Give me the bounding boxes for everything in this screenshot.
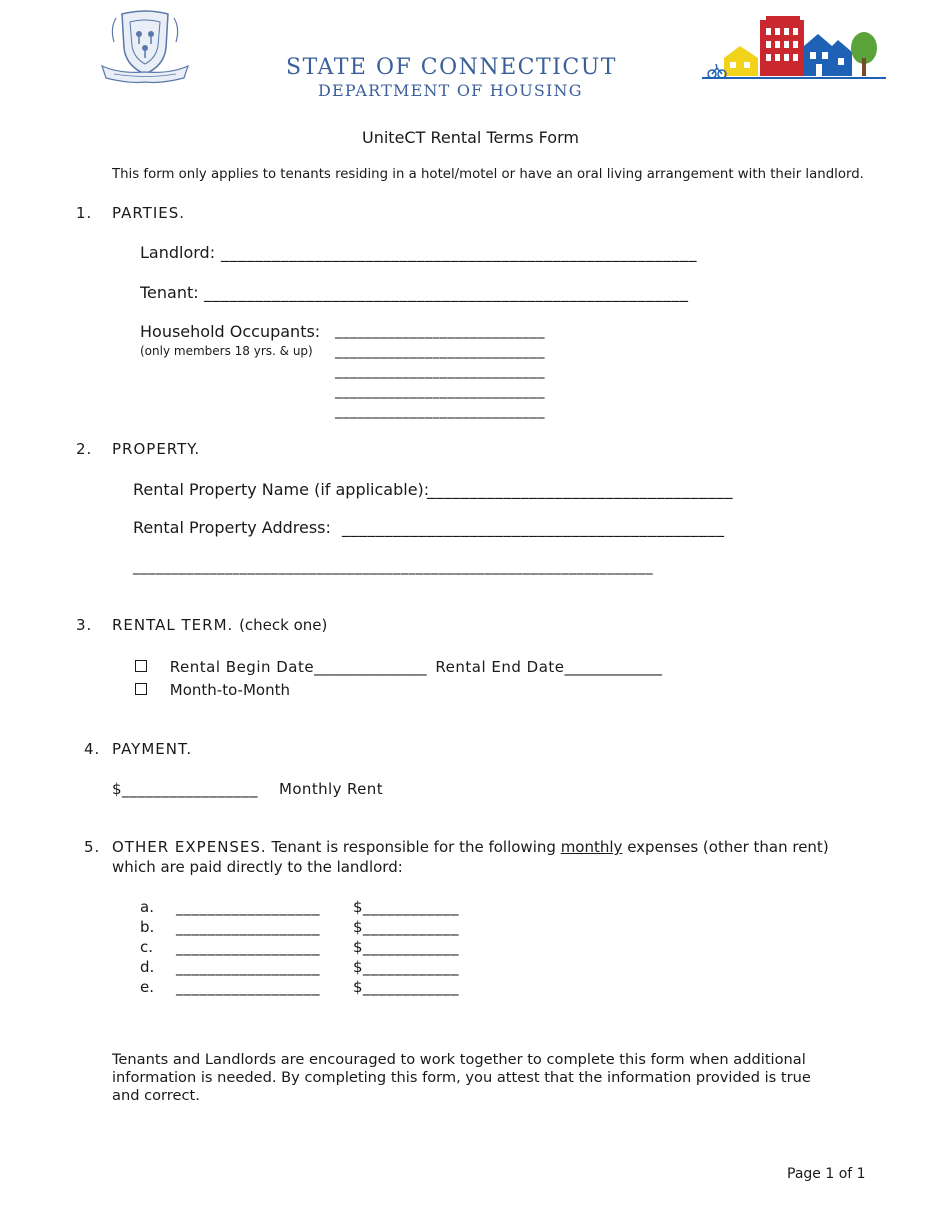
state-seal-logo: [100, 8, 190, 84]
state-name-heading: STATE OF CONNECTICUT: [286, 55, 617, 80]
expense-name-field[interactable]: __________________: [176, 958, 320, 976]
section4-title: PAYMENT.: [112, 740, 193, 758]
occupant-field-3[interactable]: ____________________________: [335, 363, 545, 379]
closing-line-2: information is needed. By completing this form, you attest that the information provided is true: [112, 1069, 811, 1086]
rental-end-label: Rental End Date: [435, 658, 565, 676]
section5-text-line2: which are paid directly to the landlord:: [112, 858, 403, 876]
expense-name-field[interactable]: __________________: [176, 918, 320, 936]
occupant-field-5[interactable]: ____________________________: [335, 403, 545, 419]
section5-monthly: monthly: [560, 838, 623, 856]
occupant-field-2[interactable]: ____________________________: [335, 343, 545, 359]
landlord-label: Landlord:: [140, 243, 216, 262]
property-address-field-2[interactable]: ____________________________________________________________________: [133, 559, 654, 575]
tenant-field[interactable]: _________________________________________________________: [204, 283, 689, 302]
section1-number: 1.: [76, 204, 93, 222]
occupant-field-4[interactable]: ____________________________: [335, 383, 545, 399]
section3-number: 3.: [76, 616, 93, 634]
expense-amount-field[interactable]: $____________: [353, 958, 460, 976]
expense-letter: d.: [140, 958, 155, 976]
expense-letter: a.: [140, 898, 154, 916]
property-name-field[interactable]: ____________________________________: [427, 480, 733, 499]
section2-title: PROPERTY.: [112, 440, 201, 458]
expense-amount-field[interactable]: $____________: [353, 898, 460, 916]
page-number: Page 1 of 1: [787, 1166, 866, 1182]
expense-letter: c.: [140, 938, 154, 956]
section5-number: 5.: [84, 838, 101, 856]
month-to-month-label: Month-to-Month: [169, 681, 290, 699]
expense-name-field[interactable]: __________________: [176, 898, 320, 916]
section1-title: PARTIES.: [112, 204, 186, 222]
expense-amount-field[interactable]: $____________: [353, 978, 460, 996]
monthly-rent-field[interactable]: $_________________: [112, 780, 259, 798]
section3-title: [112, 616, 327, 634]
section3-title-text: RENTAL TERM.: [112, 616, 234, 634]
property-address-label: Rental Property Address:: [133, 518, 331, 537]
month-to-month-row: [135, 681, 290, 699]
section2-number: 2.: [76, 440, 93, 458]
rental-dates-checkbox[interactable]: [135, 660, 147, 672]
rental-begin-label: Rental Begin Date: [169, 658, 315, 676]
month-to-month-checkbox[interactable]: [135, 683, 147, 695]
tenant-label: Tenant:: [140, 283, 199, 302]
expense-letter: b.: [140, 918, 155, 936]
department-heading: DEPARTMENT OF HOUSING: [318, 81, 583, 100]
form-intro: This form only applies to tenants residing in a hotel/motel or have an oral living arrangement with their landlord.: [112, 167, 864, 182]
property-name-label: Rental Property Name (if applicable):: [133, 480, 430, 499]
closing-line-1: Tenants and Landlords are encouraged to work together to complete this form when additional: [112, 1051, 806, 1068]
expense-amount-field[interactable]: $____________: [353, 918, 460, 936]
section5-text: [112, 838, 829, 856]
rental-end-field[interactable]: _____________: [564, 658, 663, 676]
section5-text-b: expenses (other than rent): [627, 838, 829, 856]
section5-title: OTHER EXPENSES.: [112, 838, 267, 856]
occupant-field-1[interactable]: ____________________________: [335, 323, 545, 339]
section3-subtitle: (check one): [239, 616, 328, 634]
housing-logo: [700, 6, 888, 82]
expense-name-field[interactable]: __________________: [176, 978, 320, 996]
occupants-label: Household Occupants:: [140, 322, 321, 341]
property-address-field[interactable]: _____________________________________________: [342, 518, 725, 537]
expense-name-field[interactable]: __________________: [176, 938, 320, 956]
section4-number: 4.: [84, 740, 101, 758]
closing-line-3: and correct.: [112, 1087, 200, 1104]
occupants-note: (only members 18 yrs. & up): [140, 344, 313, 358]
expense-amount-field[interactable]: $____________: [353, 938, 460, 956]
landlord-field[interactable]: ________________________________________________________: [221, 243, 697, 262]
section5-text-a: Tenant is responsible for the following: [271, 838, 556, 856]
rental-begin-field[interactable]: _______________: [314, 658, 427, 676]
expense-letter: e.: [140, 978, 154, 996]
form-title: UniteCT Rental Terms Form: [362, 128, 579, 147]
monthly-rent-label: Monthly Rent: [279, 780, 383, 798]
rental-dates-row: [135, 658, 662, 676]
